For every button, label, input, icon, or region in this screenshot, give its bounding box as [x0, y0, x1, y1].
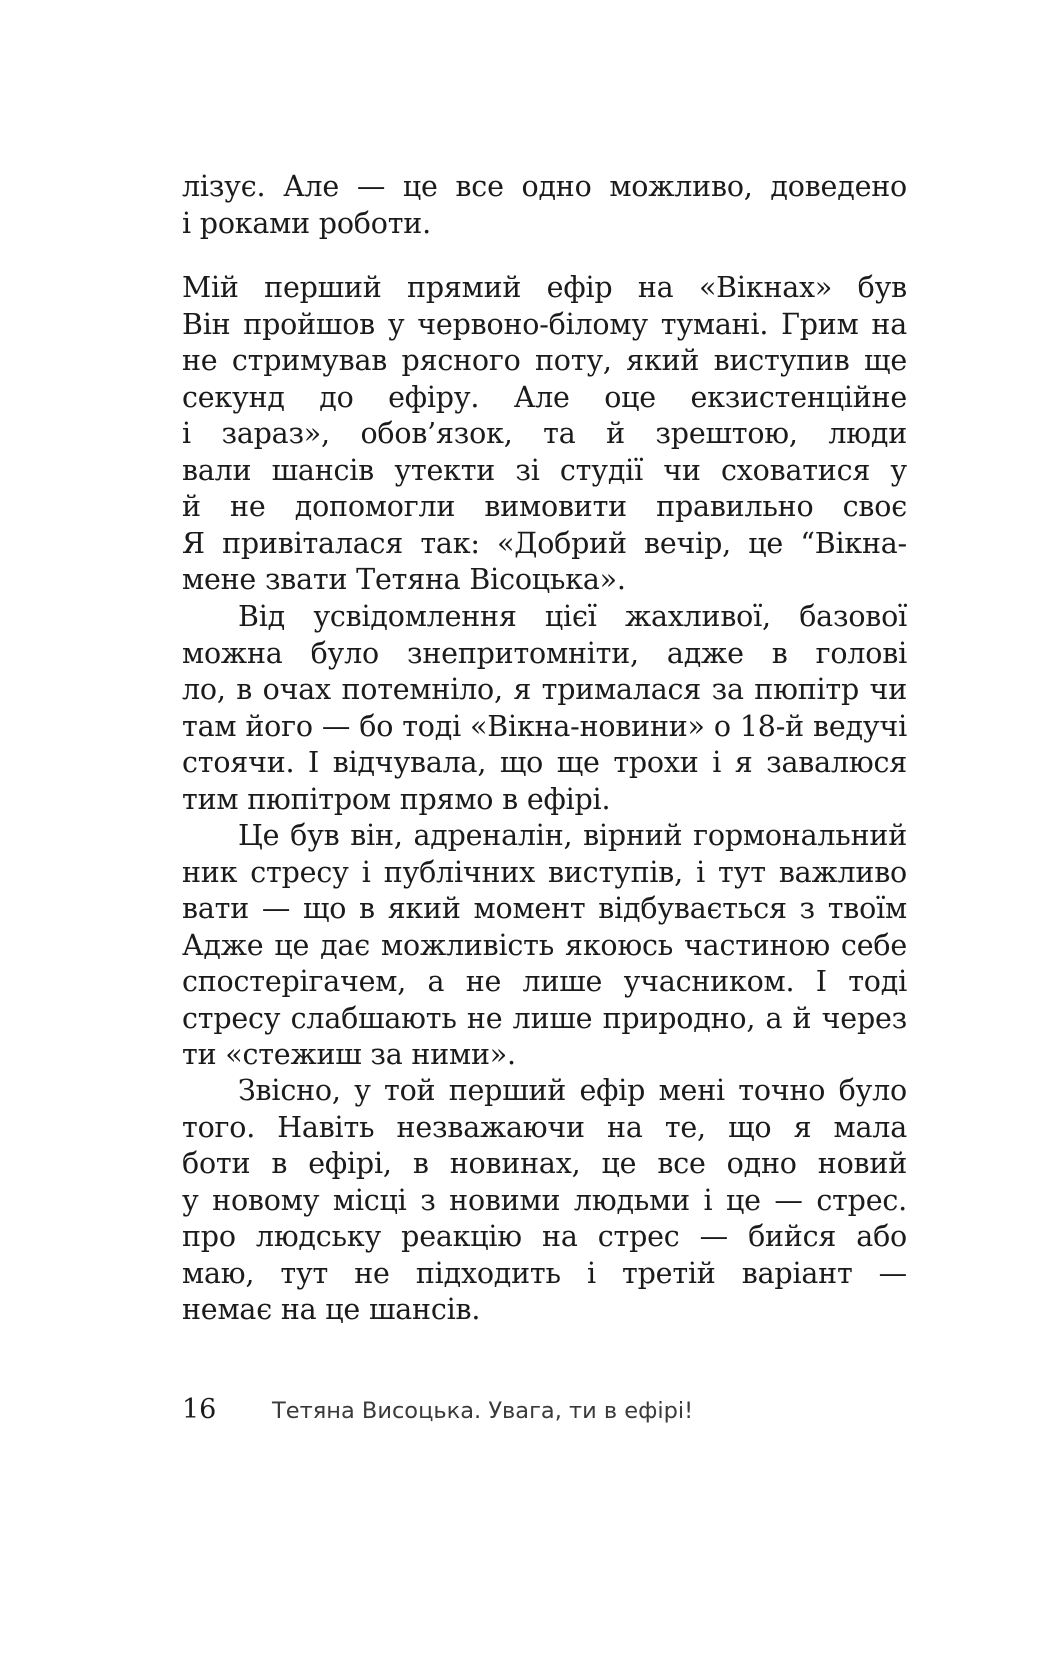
- paragraph-adrenaline: [182, 818, 907, 1074]
- text-line: ник стресу і публічних виступів, і тут важливо: [182, 855, 907, 889]
- text-line: спостерігачем, а не лише учасником. І тоді: [182, 965, 907, 998]
- text-line: Він пройшов у червоно-білому тумані. Грим на: [182, 307, 907, 341]
- text-line: не стримував рясного поту, який виступив ще: [182, 344, 907, 377]
- text-line: і роками роботи.: [182, 206, 431, 240]
- paragraph-stress: [182, 1073, 907, 1329]
- paragraph-mistake: [182, 599, 907, 818]
- text-line: немає на це шансів.: [182, 1293, 481, 1326]
- text-line: Від усвідомлення цієї жахливої, базової: [238, 600, 907, 633]
- page-number: 16: [182, 1394, 217, 1425]
- paragraph-continuation: [182, 169, 907, 242]
- text-line: можна було знепритомніти, адже в голові: [182, 636, 907, 670]
- text-line: стоячи. І відчувала, що ще трохи і я завалюся: [182, 746, 907, 779]
- text-line: боти в ефірі, в новинах, це все одно новий: [182, 1147, 907, 1180]
- text-line: тим пюпітром прямо в ефірі.: [182, 782, 611, 816]
- running-title: Тетяна Висоцька. Увага, ти в ефірі!: [272, 1398, 694, 1424]
- text-line: лізує. Але — це все одно можливо, доведено: [182, 170, 907, 203]
- text-line: там його — бо тоді «Вікна-новини» о 18-й ведучі: [182, 709, 907, 743]
- text-line: Звісно, у той перший ефір мені точно було: [238, 1074, 907, 1107]
- text-line: ло, в очах потемніло, я трималася за пюпітр чи: [182, 673, 907, 706]
- text-line: й не допомогли вимовити правильно своє: [182, 490, 907, 523]
- text-line: вати — що в який момент відбувається з твоїм: [182, 892, 907, 925]
- text-line: стресу слабшають не лише природно, а й через: [182, 1001, 907, 1035]
- text-line: вали шансів утекти зі студії чи сховатися у: [182, 453, 907, 487]
- text-line: Мій перший прямий ефір на «Вікнах» був: [182, 271, 907, 304]
- text-line: і зараз», обов’язок, та й зрештою, люди: [182, 417, 907, 450]
- text-line: Це був він, адреналін, вірний гормональний: [238, 819, 907, 852]
- paragraph-first-broadcast: [182, 270, 907, 599]
- page-footer: [182, 1392, 693, 1428]
- text-line: того. Навіть незважаючи на те, що я мала: [182, 1110, 907, 1144]
- text-line: секунд до ефіру. Але оце екзистенційне: [182, 380, 907, 414]
- text-line: ти «стежиш за ними».: [182, 1038, 516, 1071]
- text-line: маю, тут не підходить і третій варіант —: [182, 1256, 907, 1290]
- text-line: про людську реакцію на стрес — бийся або: [182, 1220, 907, 1253]
- text-line: мене звати Тетяна Вісоцька».: [182, 563, 626, 596]
- text-line: у новому місці з новими людьми і це — стрес.: [182, 1183, 907, 1217]
- text-line: Адже це дає можливість якоюсь частиною себе: [182, 928, 907, 962]
- text-line: Я привіталася так: «Добрий вечір, це “Вікна-: [182, 526, 907, 560]
